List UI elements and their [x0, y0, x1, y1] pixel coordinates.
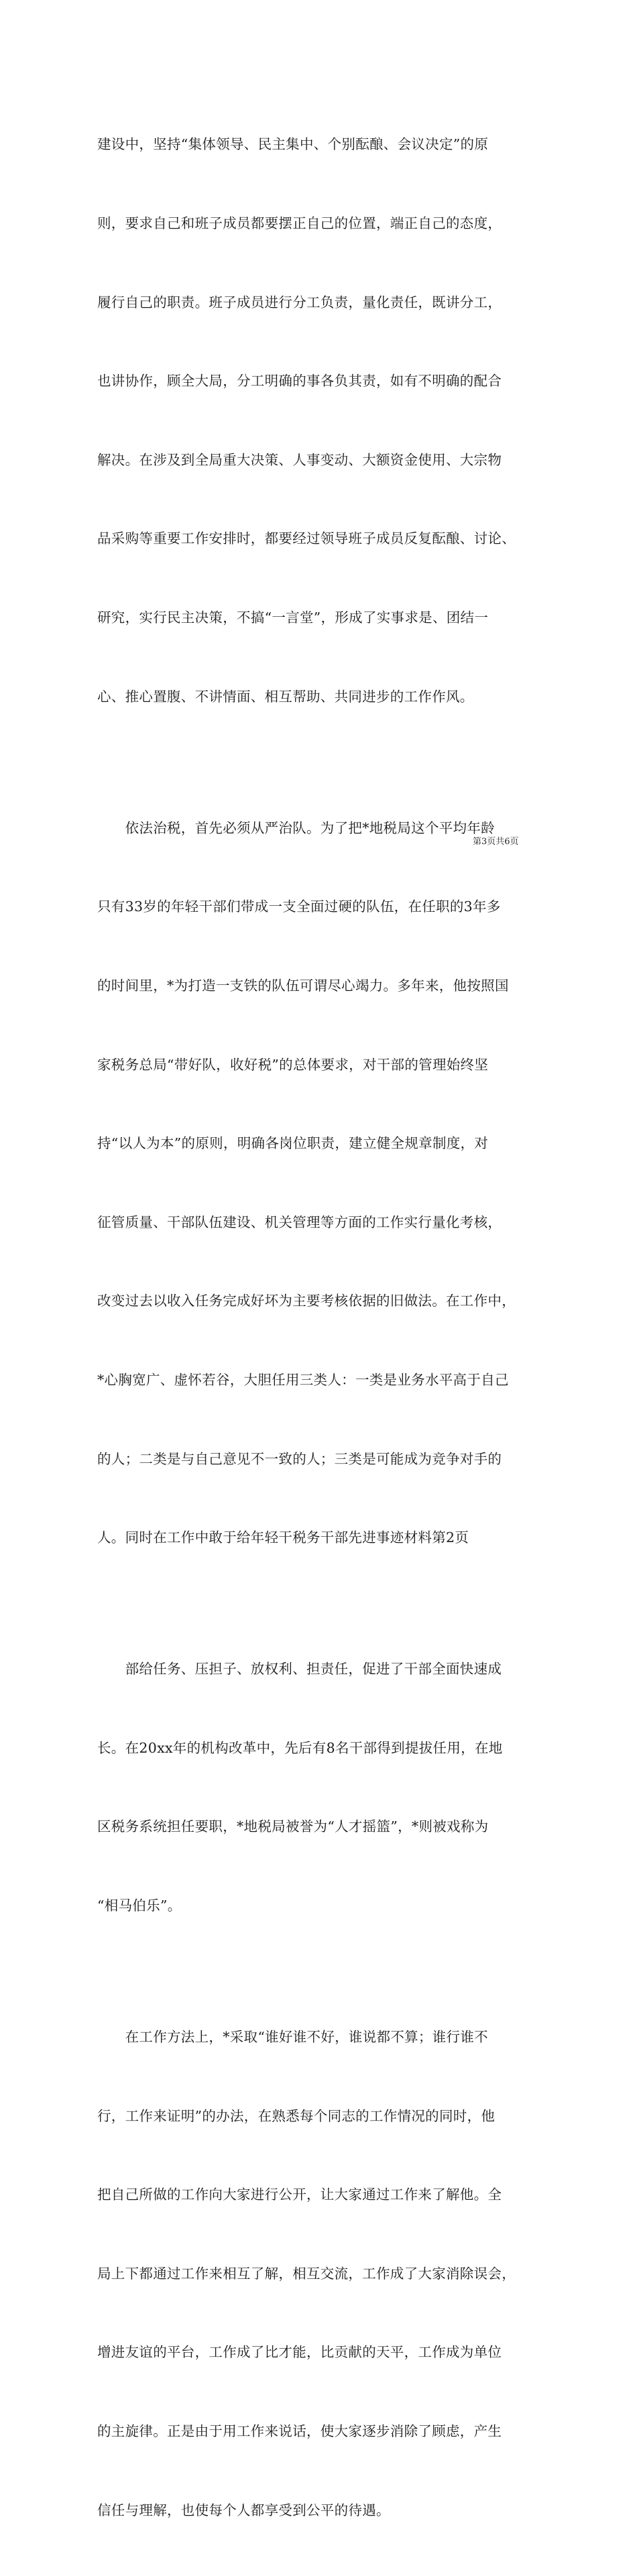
text-line: 部给任务、压担子、放权利、担责任，促进了干部全面快速成	[97, 1661, 502, 1678]
text-line: 人。同时在工作中敢于给年轻干税务干部先进事迹材料第2页	[97, 1529, 469, 1546]
paragraph-3	[97, 1604, 545, 1972]
text-line: 的人；二类是与自己意见不一致的人；三类是可能成为竞争对手的	[97, 1450, 502, 1467]
document-body	[97, 79, 545, 2576]
text-line: 研究，实行民主决策，不搞“一言堂”，形成了实事求是、团结一	[97, 609, 489, 626]
text-line: 的主旋律。正是由于用工作来说话，使大家逐步消除了顾虑，产生	[97, 2423, 502, 2440]
text-line: 长。在20xx年的机构改革中，先后有8名干部得到提拔任用，在地	[97, 1739, 503, 1756]
text-line: 的时间里，*为打造一支铁的队伍可谓尽心竭力。多年来，他按照国	[97, 977, 509, 994]
paragraph-4	[97, 1972, 545, 2576]
text-line: 征管质量、干部队伍建设、机关管理等方面的工作实行量化考核，	[97, 1214, 502, 1230]
text-line: 在工作方法上，*采取“谁好谁不好，谁说都不算；谁行谁不	[97, 2029, 488, 2046]
paragraph-2	[97, 762, 545, 1604]
text-line: 持“以人为本”的原则，明确各岗位职责，建立健全规章制度，对	[97, 1135, 489, 1152]
text-line: 履行自己的职责。班子成员进行分工负责，量化责任，既讲分工，	[97, 294, 502, 310]
text-line: 则，要求自己和班子成员都要摆正自己的位置，端正自己的态度，	[97, 215, 502, 232]
text-line: 心、推心置腹、不讲情面、相互帮助、共同进步的工作作风。	[97, 688, 474, 705]
text-line: 局上下都通过工作来相互了解，相互交流，工作成了大家消除误会，	[97, 2265, 516, 2282]
paragraph-1	[97, 79, 545, 762]
text-line: 解决。在涉及到全局重大决策、人事变动、大额资金使用、大宗物	[97, 451, 502, 468]
text-line: “相马伯乐”。	[97, 1897, 182, 1914]
text-line: 区税务系统担任要职，*地税局被誉为“人才摇篮”，*则被戏称为	[97, 1818, 489, 1835]
text-line: 只有33岁的年轻干部们带成一支全面过硬的队伍，在任职的3年多	[97, 898, 501, 915]
text-line: 也讲协作，顾全大局，分工明确的事各负其责，如有不明确的配合	[97, 373, 502, 390]
text-line: 家税务总局“带好队，收好税”的总体要求，对干部的管理始终坚	[97, 1056, 489, 1073]
text-line: 行，工作来证明”的办法，在熟悉每个同志的工作情况的同时，他	[97, 2107, 496, 2124]
text-line: *心胸宽广、虚怀若谷，大胆任用三类人：一类是业务水平高于自己	[97, 1371, 509, 1388]
text-line: 信任与理解，也使每个人都享受到公平的待遇。	[97, 2502, 390, 2518]
text-line: 依法治税，首先必须从严治队。为了把*地税局这个平均年龄	[97, 819, 495, 836]
text-line: 把自己所做的工作向大家进行公开，让大家通过工作来了解他。全	[97, 2186, 502, 2203]
text-line: 增进友谊的平台，工作成了比才能，比贡献的天平，工作成为单位	[97, 2344, 502, 2361]
text-line: 建设中，坚持“集体领导、民主集中、个别酝酿、会议决定”的原	[97, 136, 489, 153]
page-number-footer: 第3页共6页	[473, 837, 519, 847]
text-line: 改变过去以收入任务完成好坏为主要考核依据的旧做法。在工作中，	[97, 1293, 516, 1309]
text-line: 品采购等重要工作安排时，都要经过领导班子成员反复酝酿、讨论、	[97, 530, 516, 547]
